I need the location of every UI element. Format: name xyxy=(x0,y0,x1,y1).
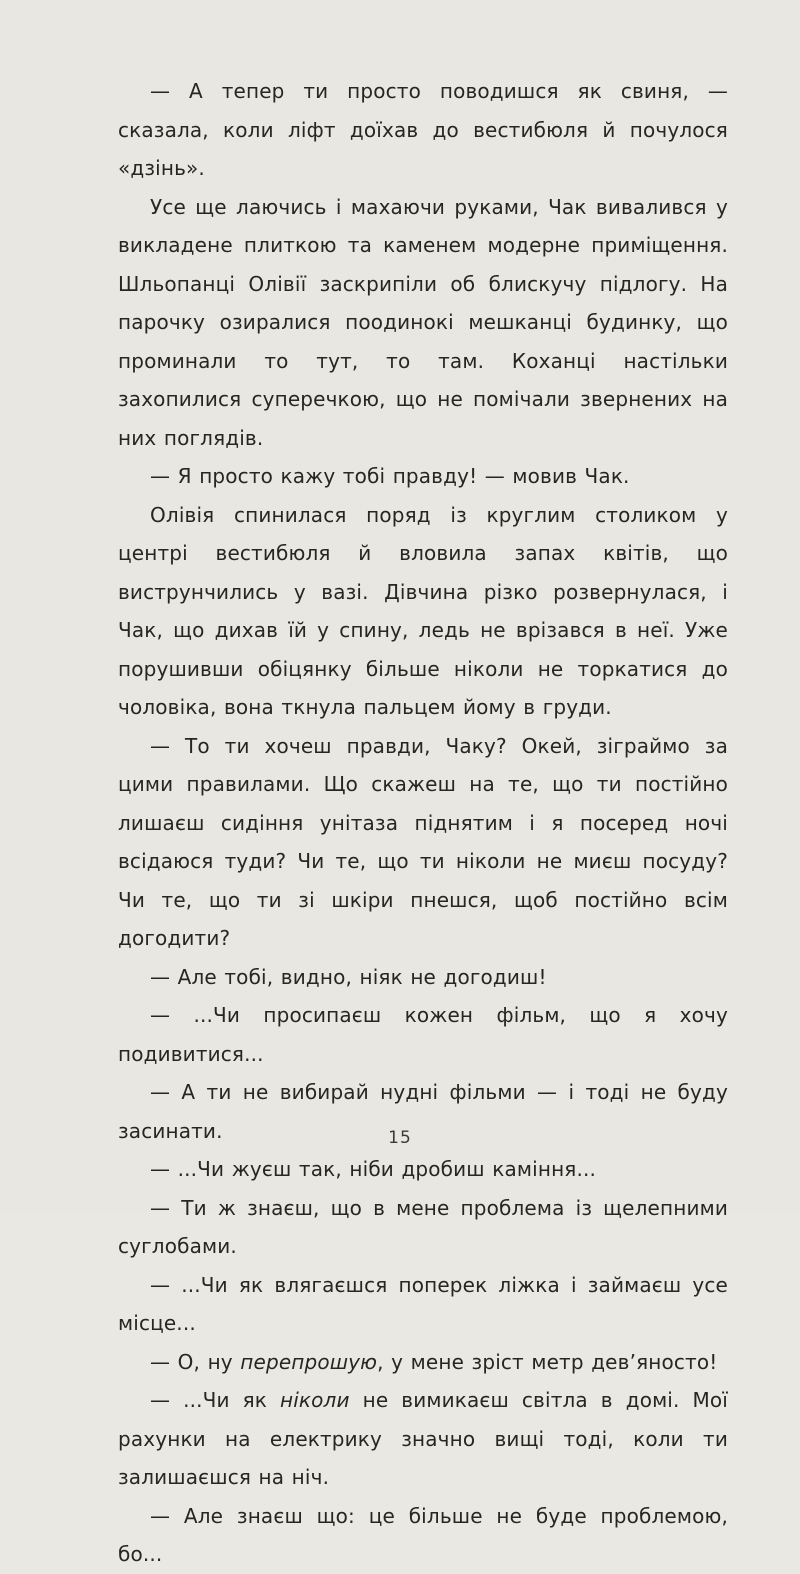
paragraph-6: — Але тобі, видно, ніяк не догодиш! xyxy=(150,964,547,989)
paragraph-13-start: — ...Чи як xyxy=(150,1388,280,1412)
page-number: 15 xyxy=(388,1128,412,1148)
paragraph-3: — Я просто кажу тобі правду! — мовив Чак. xyxy=(150,464,630,488)
paragraph-7: — ...Чи просипаєш кожен фільм, що я хочу подивитися... xyxy=(118,1003,728,1066)
body-text xyxy=(118,72,728,1574)
paragraph-13-end: не вимикаєш світла в домі. Мої рахунки на електрику значно вищі тоді, коли ти залишаєшся на ніч. xyxy=(118,1388,728,1489)
paragraph-12 xyxy=(118,1343,728,1382)
paragraph-5: — То ти хочеш правди, Чаку? Окей, зіграймо за цими правилами. Що скажеш на те, що ти постійно лишаєш сидіння унітаза піднятим і я посеред ночі всідаюся туди? Чи те, що ти ніколи не миєш посуду? Чи те, що ти зі шкіри пнешся, щоб постійно всім догодити? xyxy=(118,733,728,950)
paragraph-14: — Але знаєш що: це більше не буде проблемою, бо... xyxy=(118,1503,728,1566)
paragraph-10: — Ти ж знаєш, що в мене проблема із щелепними суглобами. xyxy=(118,1195,728,1258)
paragraph-12-start: — О, ну xyxy=(150,1349,241,1374)
paragraph-13-emphasis: ніколи xyxy=(280,1388,350,1412)
paragraph-4: Олівія спинилася поряд із круглим столиком у центрі вестибюля й вловила запах квітів, що виструнчились у вазі. Дівчина різко розвернулася, і Чак, що дихав їй у спину, ледь не врізався в неї. Уже порушивши обіцянку більше ніколи не торкатися до чоловіка, вона ткнула пальцем йому в груди. xyxy=(118,502,728,719)
paragraph-11: — ...Чи як влягаєшся поперек ліжка і займаєш усе місце... xyxy=(118,1272,728,1335)
paragraph-12-emphasis: перепрошую xyxy=(240,1349,378,1374)
paragraph-8: — А ти не вибирай нудні фільми — і тоді не буду засинати. xyxy=(118,1080,728,1143)
paragraph-2: Усе ще лаючись і махаючи руками, Чак вивалився у викладене плиткою та каменем модерне приміщення. Шльопанці Олівії заскрипіли об блискучу підлогу. На парочку озиралися поодинокі мешканці будинку, що проминали то тут, то там. Коханці настільки захопилися суперечкою, що не помічали звернених на них поглядів. xyxy=(118,194,728,450)
paragraph-1: — А тепер ти просто поводишся як свиня, — сказала, коли ліфт доїхав до вестибюля й почулося «дзінь». xyxy=(118,79,728,180)
paragraph-13 xyxy=(118,1381,728,1497)
paragraph-12-end: , у мене зріст метр дев’яносто! xyxy=(377,1349,718,1374)
paragraph-9: — ...Чи жуєш так, ніби дробиш каміння... xyxy=(150,1157,596,1181)
